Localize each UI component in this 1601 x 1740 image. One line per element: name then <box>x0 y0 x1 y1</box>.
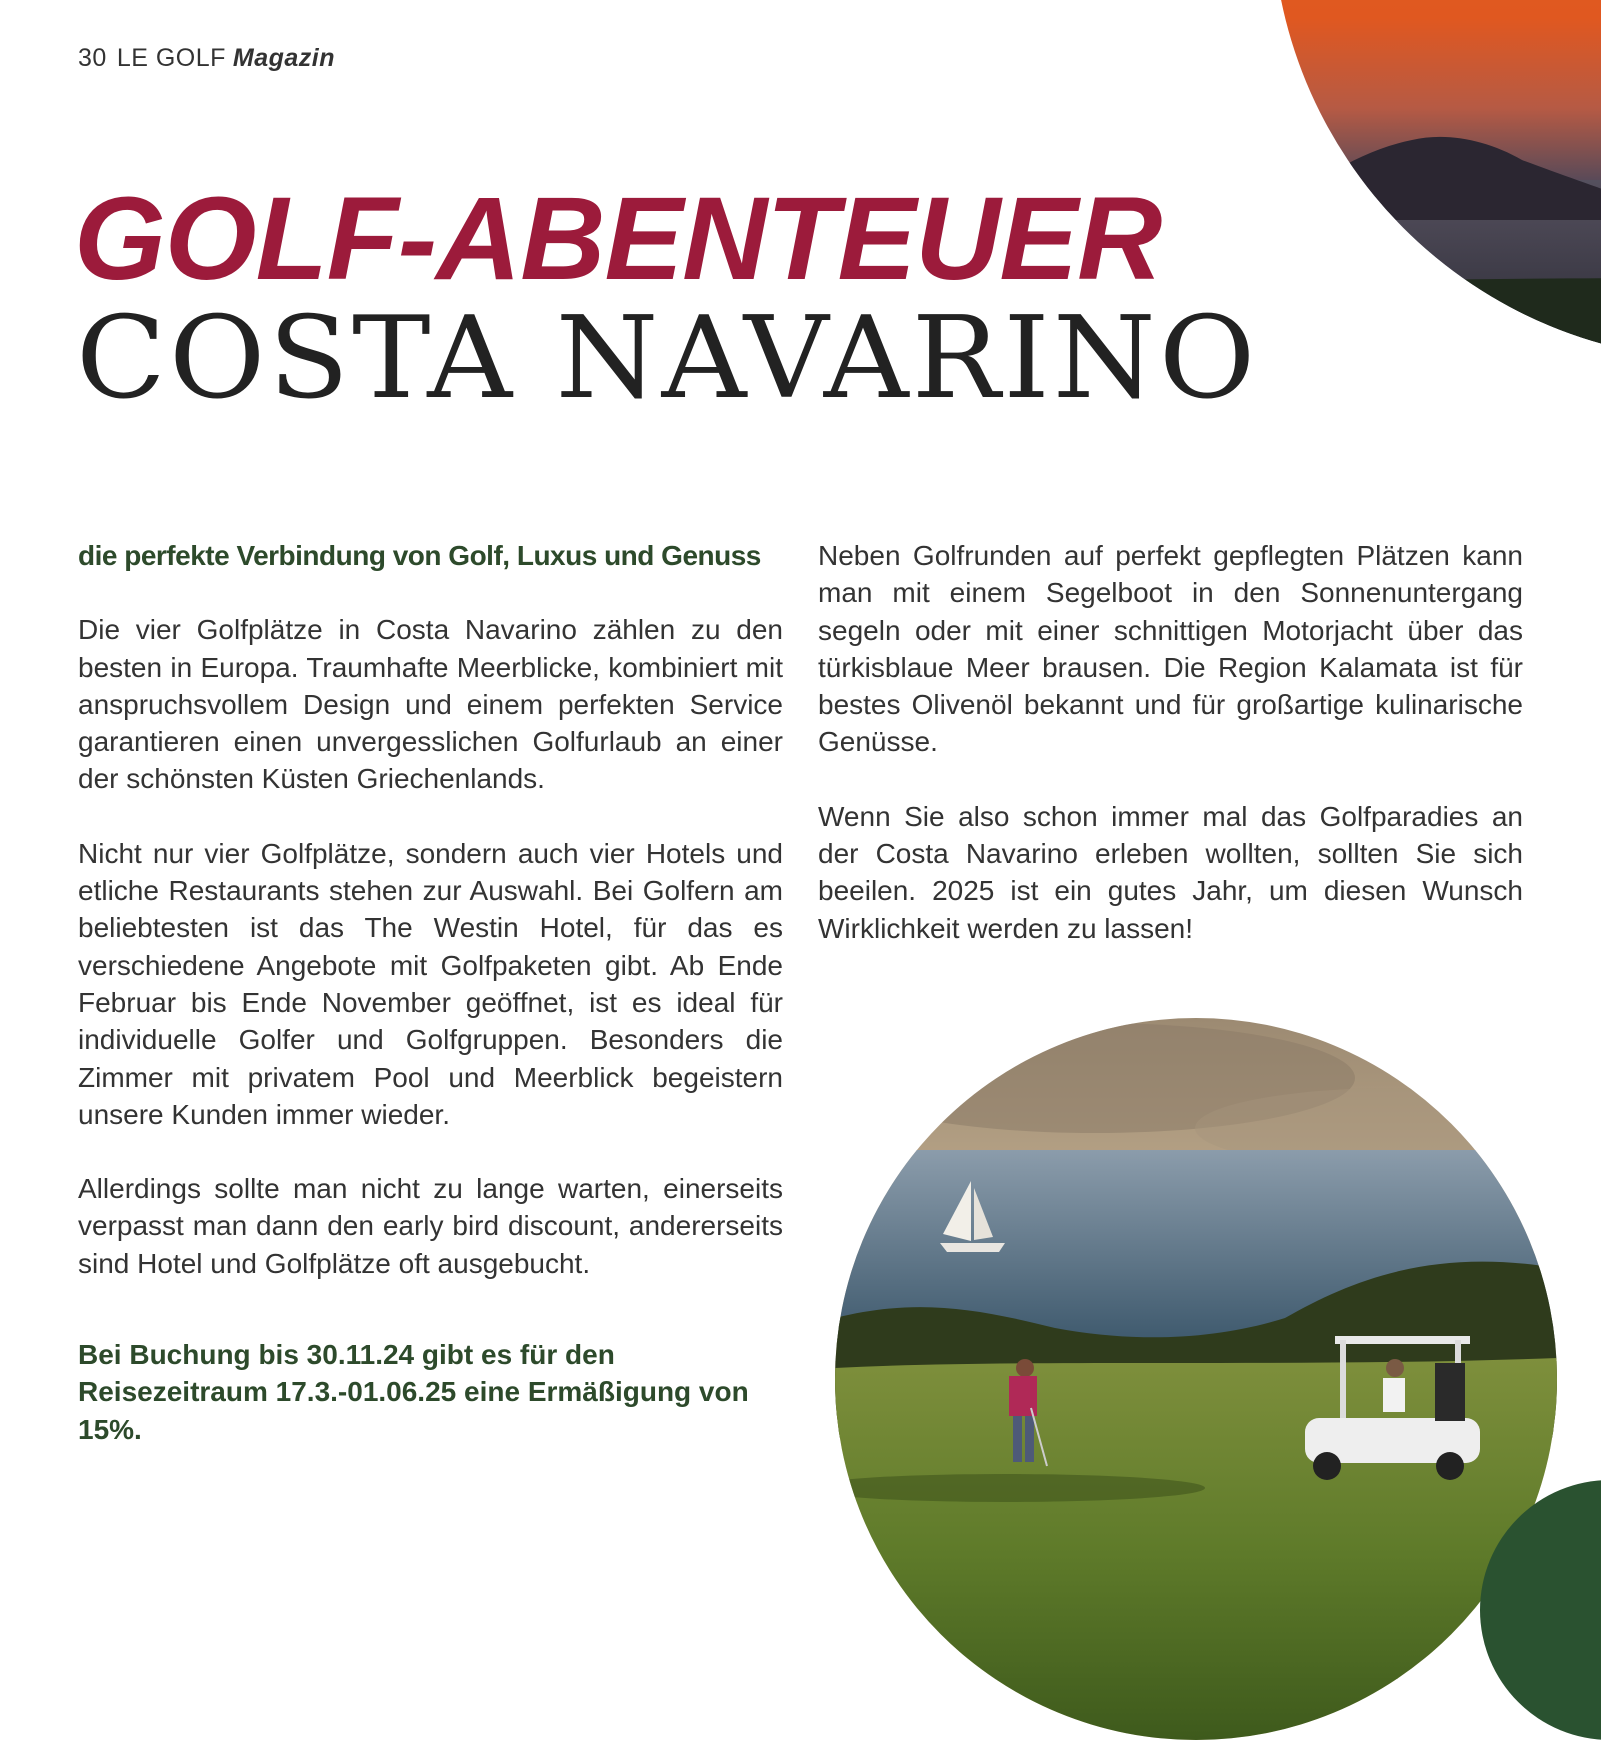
magazine-brand: LE GOLF <box>116 44 226 72</box>
paragraph: Wenn Sie also schon immer mal das Golfparadies an der Costa Navarino erleben wollten, sollten Sie sich beeilen. 2025 ist ein gutes Jahr, um diesen Wunsch Wirklichkeit werden zu lassen! <box>818 800 1523 944</box>
article-left-column <box>78 537 783 1485</box>
paragraph: Neben Golfrunden auf perfekt gepflegten Plätzen kann man mit einem Segelboot in den Sonnenuntergang segeln oder mit einer schnittigen Motorjacht über das türkisblaue Meer brausen. Die Region Kalamata ist für bestes Olivenöl bekannt und für großartige kulinarische Genüsse. <box>818 540 1523 758</box>
lead-text: die perfekte Verbindung von Golf, Luxus und Genuss <box>78 540 761 571</box>
offer-text: Bei Buchung bis 30.11.24 gibt es für den Reisezeitraum 17.3.-01.06.25 eine Ermäßigung von 15%. <box>78 1339 749 1445</box>
sunset-island-photo <box>1272 0 1601 360</box>
golf-course-photo <box>835 1018 1557 1740</box>
magazine-section: Magazin <box>232 44 336 72</box>
headline: GOLF-ABENTEUER <box>74 173 1162 305</box>
golf-course-illustration <box>835 1018 1557 1740</box>
page-number: 30 <box>78 44 107 72</box>
paragraph: Allerdings sollte man nicht zu lange warten, einerseits verpasst man dann den early bird discount, andererseits sind Hotel und Golfplätze oft ausgebucht. <box>78 1173 783 1279</box>
paragraph: Die vier Golfplätze in Costa Navarino zählen zu den besten in Europa. Traumhafte Meerblicke, kombiniert mit anspruchsvollem Design und einem perfekten Service garantieren einen unvergesslichen Golfurlaub an einer der schönsten Küsten Griechenlands. <box>78 614 783 795</box>
sunset-illustration <box>1272 0 1601 360</box>
paragraph: Nicht nur vier Golfplätze, sondern auch vier Hotels und etliche Restaurants stehen zur Auswahl. Bei Golfern am beliebtesten ist das The Westin Hotel, für das es verschiedene Angebote mit Golfpaketen gibt. Ab Ende Februar bis Ende November geöffnet, ist es ideal für individuelle Golfer und Golfgruppen. Besonders die Zimmer mit privatem Pool und Meerblick begeistern unsere Kunden immer wieder. <box>78 837 783 1130</box>
page-header <box>78 44 335 73</box>
subheadline: COSTA NAVARINO <box>76 292 1259 424</box>
article-right-column <box>818 537 1523 984</box>
